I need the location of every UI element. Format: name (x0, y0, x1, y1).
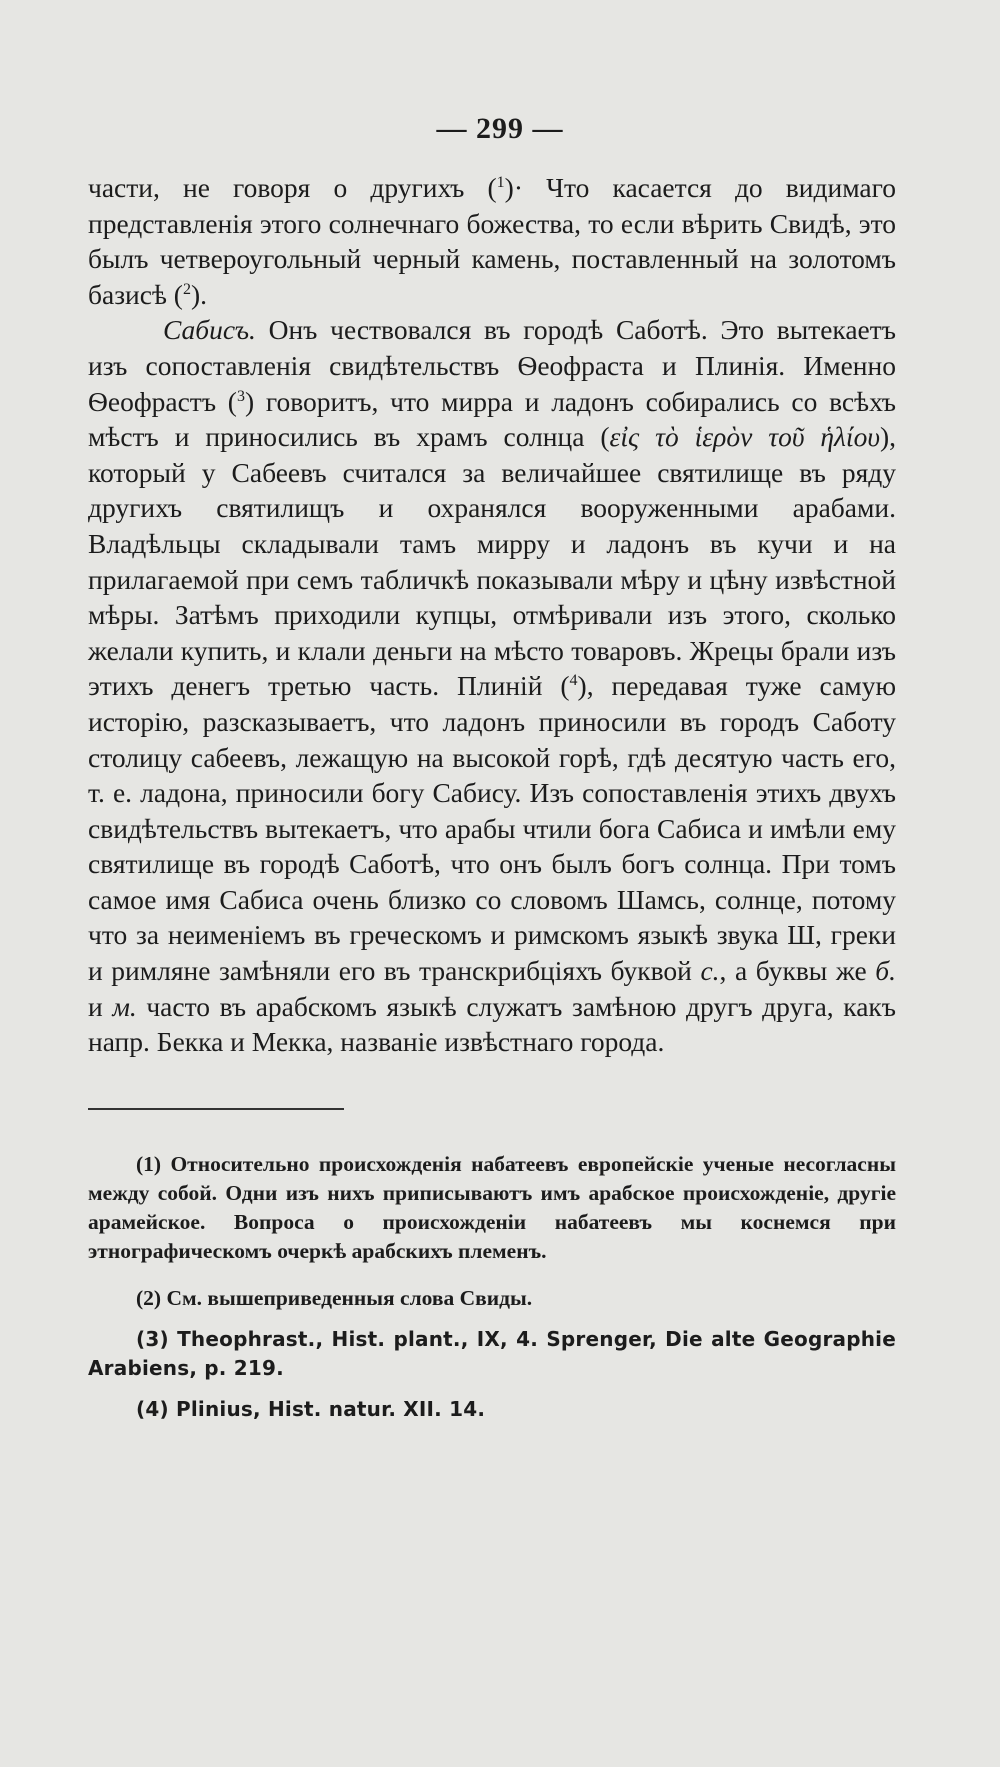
footnote-3-text: Theophrast., Hist. plant., IX, 4. Sprenger, Die alte Geographie Arabiens, p. 219. (88, 1327, 896, 1380)
footnote-4 (88, 1395, 896, 1424)
footnote-2-marker: (2) (136, 1286, 162, 1310)
italic-term: м. (112, 990, 137, 1022)
footnote-2 (88, 1284, 896, 1313)
text-segment: , а буквы же (719, 955, 876, 987)
footnote-1 (88, 1150, 896, 1266)
footnote-3 (88, 1325, 896, 1383)
text-segment: )· Что касается до видимаго представленія этого солнечнаго божества, то если вѣрить Свидѣ, это былъ четвероугольный черный камень, поставленный на золотомъ базисѣ ( (88, 172, 896, 310)
paragraph-2 (88, 312, 896, 1059)
footnote-1-text: Относительно происхожденія набатеевъ европейскіе ученые несогласны между собой. Одни изъ нихъ приписываютъ имъ арабское происхожденіе, другіе арамейское. Вопроса о происхожденіи набатеевъ мы коснемся при этнографическомъ очеркѣ арабскихъ племенъ. (88, 1152, 897, 1263)
footnote-separator (88, 1108, 344, 1110)
text-segment: ), который у Сабеевъ считался за величайшее святилище въ ряду другихъ святилищъ и охранялся вооруженными арабами. Владѣльцы складывали тамъ мирру и ладонъ въ кучи и на прилагаемой при семъ табличкѣ показывали мѣру и цѣну извѣстной мѣры. Затѣмъ приходили купцы, отмѣривали изъ этого, сколько желали купить, и клали деньги на мѣсто товаровъ. Жрецы брали изъ этихъ денегъ третью часть. Плиній ( (88, 421, 896, 702)
footnote-3-marker: (3) (136, 1327, 169, 1351)
text-segment: ), передавая туже самую исторію, разсказываетъ, что ладонъ приносили въ городъ Саботу столицу сабеевъ, лежащую на высокой горѣ, гдѣ десятую часть его, т. е. ладона, приносили богу Сабису. Изъ сопоставленія этихъ двухъ свидѣтельствъ вытекаетъ, что арабы чтили бога Сабиса и имѣли ему святилище въ городѣ Саботѣ, что онъ былъ богъ солнца. При томъ самое имя Сабиса очень близко со словомъ Шамсь, солнце, потому что за неименіемъ въ греческомъ и римскомъ языкѣ звука Ш, греки и римляне замѣняли его въ транскрибціяхъ буквой (88, 670, 897, 987)
main-text (88, 170, 896, 1060)
footnote-reference: 4 (569, 672, 578, 690)
footnote-4-text: Plinius, Hist. natur. XII. 14. (175, 1397, 486, 1421)
greek-quote: εἰς τὸ ἱερὸν τοῦ ἡλίου (609, 421, 880, 453)
footnotes (88, 1150, 896, 1436)
paragraph-1 (88, 170, 896, 312)
text-segment: часто въ арабскомъ языкѣ служатъ замѣною другъ друга, какъ напр. Бекка и Мекка, названіе извѣстнаго города. (88, 990, 896, 1058)
text-segment: ). (190, 278, 207, 310)
footnote-1-marker: (1) (136, 1152, 162, 1176)
footnote-reference: 2 (182, 280, 191, 298)
page-number: — 299 — (436, 112, 564, 145)
text-segment: и (88, 990, 113, 1022)
italic-term: б. (875, 955, 896, 987)
footnote-4-marker: (4) (136, 1397, 169, 1421)
text-segment: части, не говоря о другихъ ( (88, 172, 497, 203)
italic-term: с. (700, 955, 720, 987)
text-segment: ) говоритъ, что мирра и ладонъ собирались со всѣхъ мѣстъ и приносились въ храмъ солнца ( (88, 385, 896, 453)
italic-term: Сабисъ. (163, 314, 256, 346)
footnote-reference: 3 (236, 387, 245, 405)
text-segment: Онъ чествовался въ городѣ Саботѣ. Это вытекаетъ изъ сопоставленія свидѣтельствъ Ѳеофраста и Плинія. Именно Ѳеофрастъ ( (88, 314, 896, 417)
footnote-2-text: См. вышеприведенныя слова Свиды. (166, 1286, 533, 1310)
footnote-reference: 1 (496, 173, 505, 191)
